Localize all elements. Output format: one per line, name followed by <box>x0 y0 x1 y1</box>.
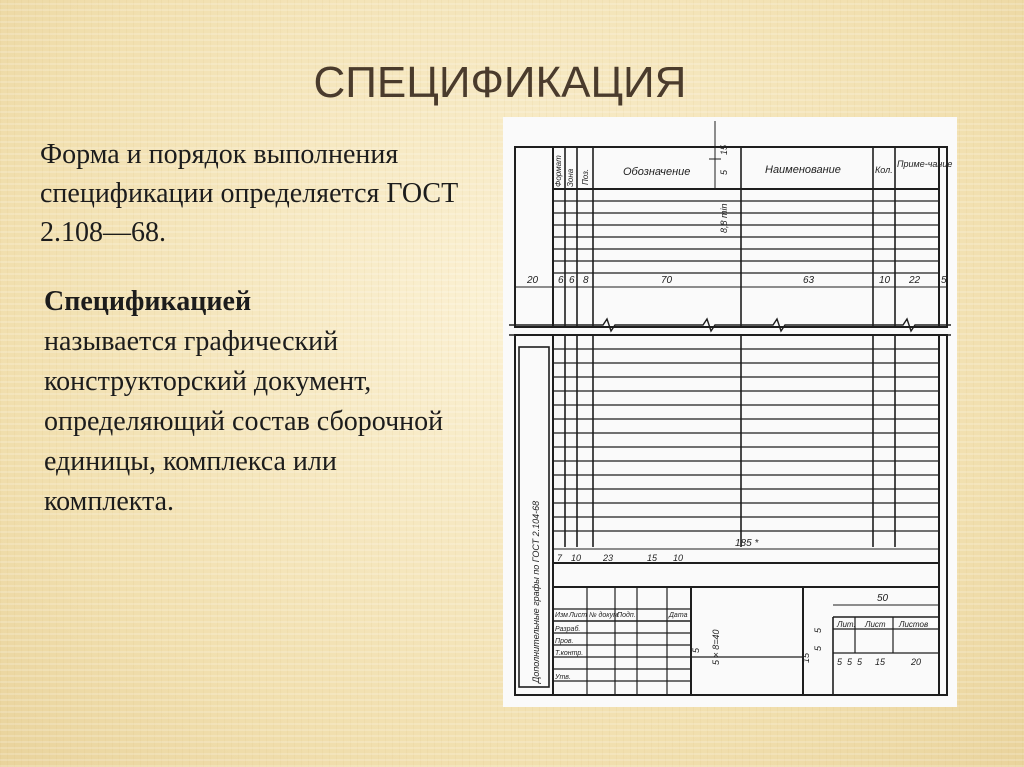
stamp-utv: Утв. <box>555 674 571 681</box>
page-title: СПЕЦИФИКАЦИЯ <box>313 58 687 107</box>
dim-185: 185 * <box>735 538 759 549</box>
stamp-lit: Лит. <box>837 620 856 629</box>
col-format-label: Формат <box>554 155 563 187</box>
form-svg <box>503 117 957 707</box>
dim-8-8-min: 8,8 min <box>719 203 729 233</box>
col-name-label: Наименование <box>765 164 841 176</box>
stamp-tkontr: Т.контр. <box>555 650 584 657</box>
dim-70: 70 <box>661 275 673 286</box>
dim-6b: 6 <box>569 275 575 286</box>
definition-block <box>44 282 464 522</box>
stamp-vdim-5b: 5 <box>813 645 823 651</box>
stamp-bdim-5c: 5 <box>857 657 863 667</box>
dim-15: 15 <box>719 144 729 155</box>
specification-form-drawing <box>503 117 957 707</box>
dim-20: 20 <box>527 275 539 286</box>
stamp-izm: Изм <box>555 612 568 619</box>
dim-6a: 6 <box>558 275 564 286</box>
stamp-podp: Подп. <box>617 612 636 619</box>
stamp-vdim-15: 15 <box>801 652 811 663</box>
col-qty-label: Кол. <box>875 165 893 175</box>
dim-5: 5 <box>719 169 729 175</box>
stamp-dim-50: 50 <box>877 593 889 604</box>
col-pos-label: Поз. <box>581 168 590 185</box>
dim-8: 8 <box>583 275 589 286</box>
side-caption: Дополнительные графы по ГОСТ 2.104-68 <box>531 500 541 683</box>
stamp-listov: Листов <box>899 620 929 629</box>
stamp-dim-15: 15 <box>647 553 658 563</box>
stamp-vdim-40: 5 × 8=40 <box>711 629 721 665</box>
stamp-dim-10: 10 <box>571 553 582 563</box>
intro-text: Форма и порядок выполнения спецификации определяется ГОСТ 2.108—68. <box>40 139 459 248</box>
definition-text: называется графический конструкторский документ, определяющий состав сборочной единицы, комплекса или комплекта. <box>44 326 444 517</box>
stamp-vdim-5a: 5 <box>813 627 823 633</box>
stamp-prov: Пров. <box>555 638 574 645</box>
definition-term: Спецификацией <box>44 286 252 317</box>
stamp-bdim-5a: 5 <box>837 657 843 667</box>
stamp-data: Дата <box>669 612 688 619</box>
stamp-dim-7: 7 <box>557 553 563 563</box>
stamp-vdim-5: 5 <box>691 647 701 653</box>
dim-5-right: 5 <box>941 275 947 286</box>
dim-63: 63 <box>803 275 815 286</box>
stamp-dim-23: 23 <box>603 553 614 563</box>
col-designation-label: Обозначение <box>623 166 691 178</box>
stamp-razrab: Разраб. <box>555 626 581 633</box>
col-zone-label: Зона <box>566 168 575 187</box>
stamp-bdim-15: 15 <box>875 657 886 667</box>
stamp-list-r: Лист <box>865 620 886 629</box>
dim-10: 10 <box>879 275 891 286</box>
dim-22: 22 <box>909 275 921 286</box>
frame-bottom <box>515 335 947 695</box>
col-note-label: Приме-чание <box>897 159 953 169</box>
stamp-bdim-20: 20 <box>911 657 922 667</box>
stamp-dim-10b: 10 <box>673 553 684 563</box>
stamp-ndocum: № докум. <box>589 612 620 619</box>
stamp-bdim-5b: 5 <box>847 657 853 667</box>
stamp-list: Лист <box>569 612 588 619</box>
